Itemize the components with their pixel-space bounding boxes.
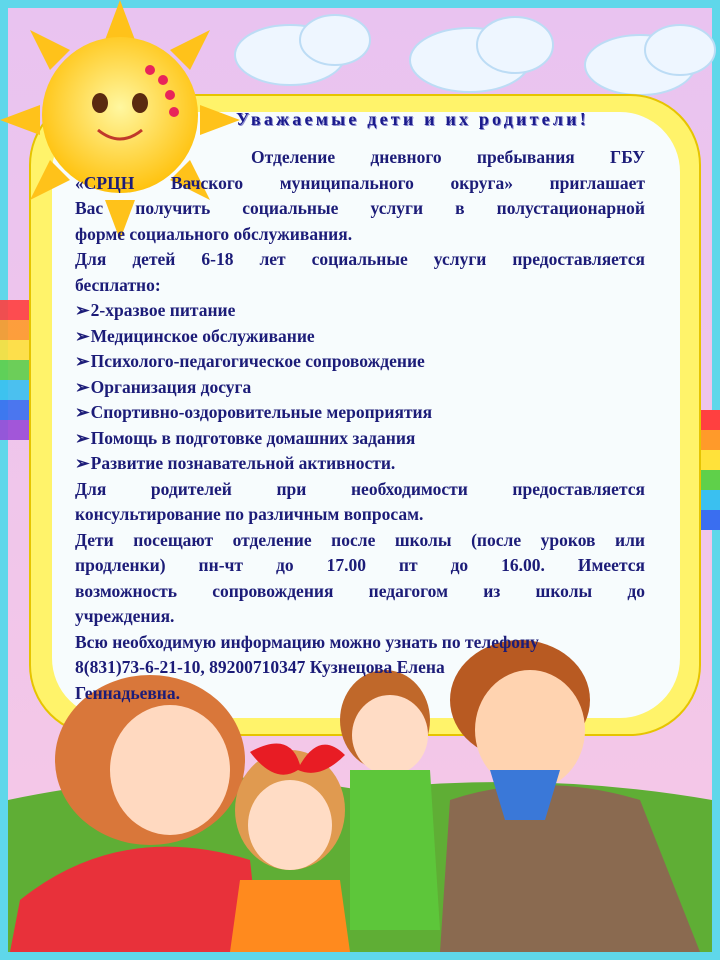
list-item — [75, 375, 645, 401]
intro-line: «СРЦН Вачского муниципального округа» приглашает — [75, 172, 645, 193]
contact-phone: 8(831)73-6-21-10, 89200710347 Кузнецова Елена — [75, 657, 445, 677]
arrow-bullet-icon: ➢ — [75, 453, 90, 473]
arrow-bullet-icon: ➢ — [75, 300, 90, 320]
arrow-bullet-icon: ➢ — [75, 402, 90, 422]
outro-line: продленки) пн-чт до 17.00 пт до 16.00. Имеется — [75, 555, 645, 575]
outro-line: Дети посещают отделение после школы (после уроков или — [75, 529, 645, 550]
intro-line: Вас получить социальные услуги в полустационарной — [75, 198, 645, 218]
list-item — [75, 426, 645, 452]
outro-line: учреждения. — [75, 606, 175, 626]
intro-line: бесплатно: — [75, 274, 161, 295]
arrow-bullet-icon: ➢ — [75, 376, 90, 397]
service-label: Спортивно-оздоровительные мероприятия — [90, 402, 433, 422]
service-label: Помощь в подготовке домашних задания — [90, 427, 416, 448]
poster-title: Уважаемые дети и их родители! — [236, 109, 589, 129]
service-label: Психолого-педагогическое сопровождение — [90, 351, 425, 371]
intro-line: форме социального обслуживания. — [75, 223, 353, 244]
service-label: Развитие познавательной активности. — [90, 453, 396, 473]
list-item — [75, 400, 645, 426]
service-label: Медицинское обслуживание — [90, 325, 315, 346]
arrow-bullet-icon: ➢ — [75, 325, 90, 346]
outro-line: возможность сопровождения педагогом из школы до — [75, 580, 645, 601]
outro-line: консультирование по различным вопросам. — [75, 504, 424, 524]
list-item — [75, 451, 645, 477]
service-label: Организация досуга — [90, 376, 252, 397]
list-item — [75, 324, 645, 350]
arrow-bullet-icon: ➢ — [75, 427, 90, 448]
poster-body — [75, 145, 645, 706]
intro-line: Для детей 6-18 лет социальные услуги предоставляется — [75, 249, 645, 269]
list-item — [75, 349, 645, 375]
arrow-bullet-icon: ➢ — [75, 351, 90, 371]
service-label: 2-хразвое питание — [90, 300, 236, 320]
contact-line: Всю необходимую информацию можно узнать по телефону — [75, 631, 539, 652]
contact-name: Геннадьевна. — [75, 682, 181, 703]
outro-line: Для родителей при необходимости предоставляется — [75, 478, 645, 499]
intro-line: Отделение дневного пребывания ГБУ — [251, 147, 645, 167]
list-item — [75, 298, 645, 324]
services-list — [75, 298, 645, 477]
